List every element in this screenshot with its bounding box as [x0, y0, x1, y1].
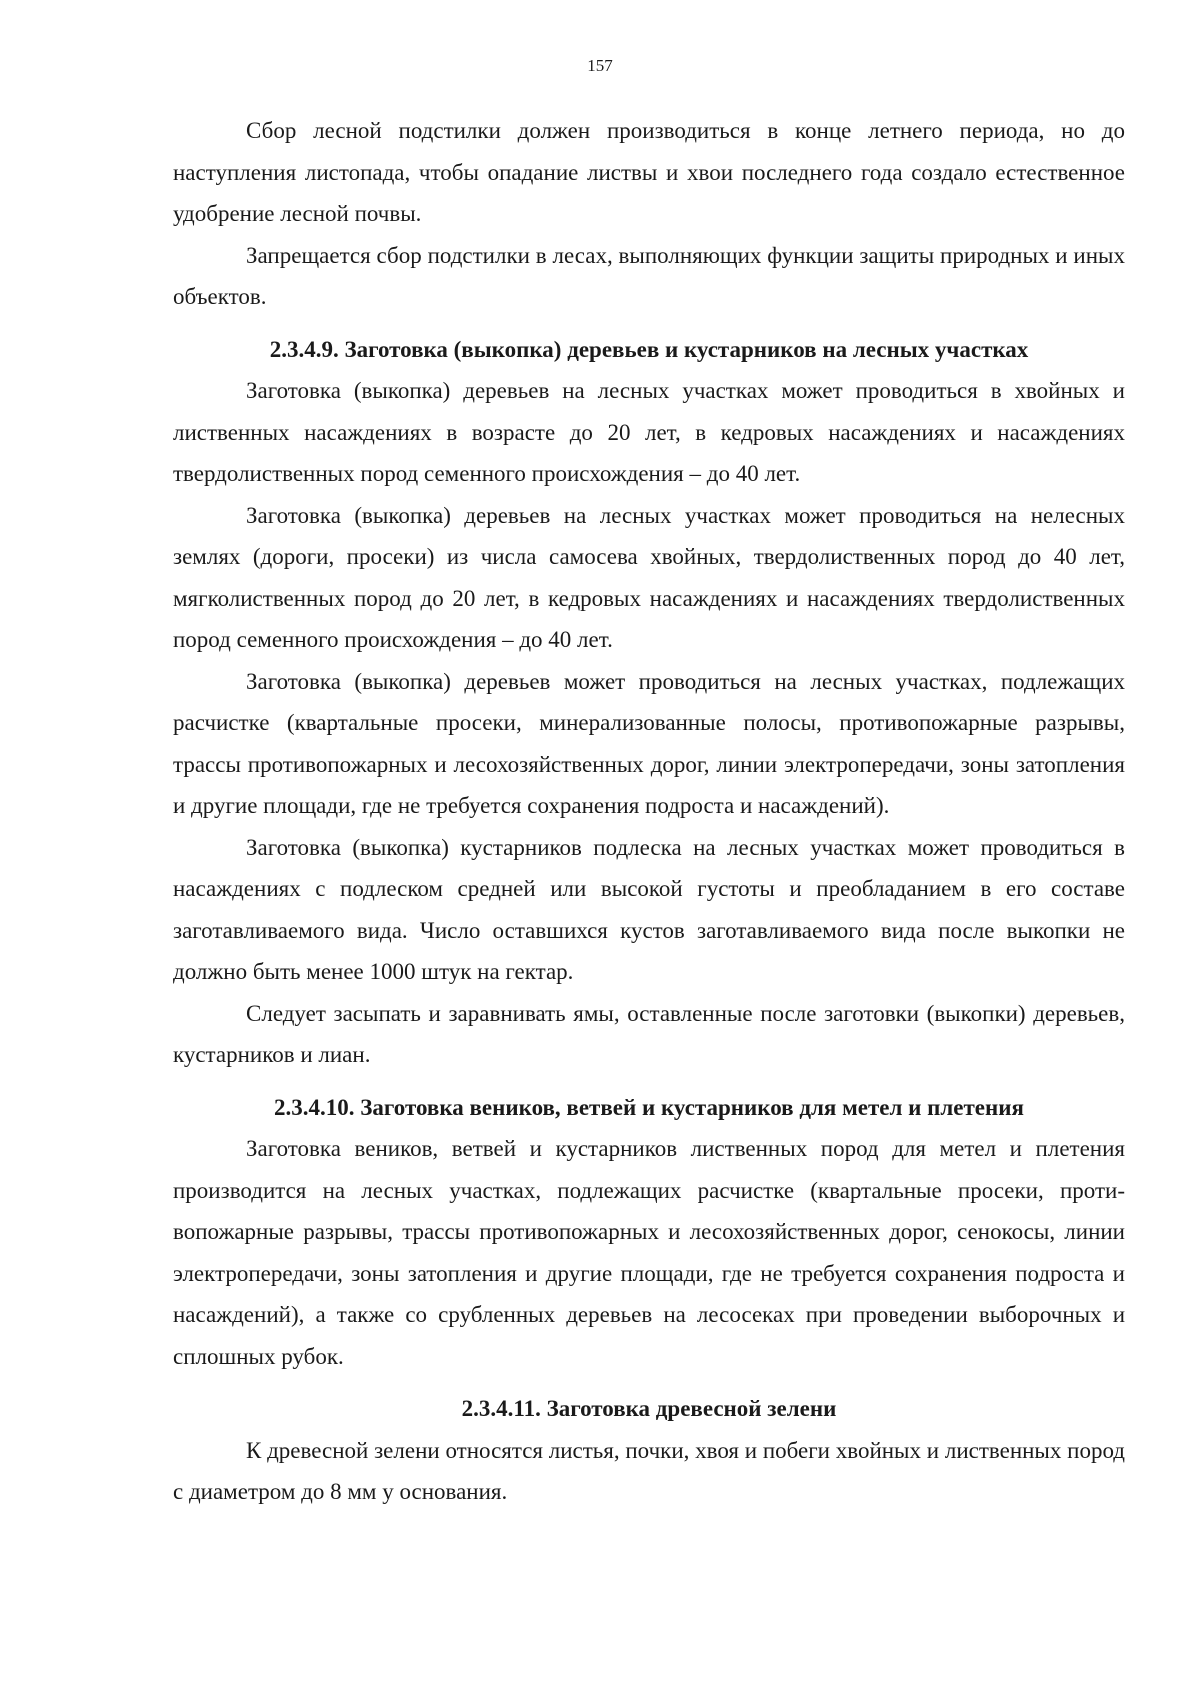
section-heading: 2.3.4.10. Заготовка веников, ветвей и кустарников для метел и плетения [274, 1094, 1024, 1120]
paragraph: Заготовка (выкопка) деревьев на лесных участках может проводиться на нелесных землях (дороги, просеки) из числа самосева хвойных, твердолиственных пород до 40 лет, мягколиственных пород до 20 лет, в кедровых насаждениях и насаждениях твердолиственных пород семенного происхождения – до 40 лет. [173, 502, 1125, 652]
paragraph: Заготовка веников, ветвей и кустарников лиственных пород для метел и плетения производится на лесных участках, подлежащих расчистке (квартальные просеки, противопожарные разрывы, трассы противопожарных и лесохозяйственных дорог, сенокосы, линии электропередачи, зоны затопления и другие площади, где не требуется сохранения подроста и насаждений), а также со срубленных деревьев на лесосеках при проведении выборочных и сплошных рубок. [173, 1136, 1125, 1369]
section-heading: 2.3.4.9. Заготовка (выкопка) деревьев и кустарников на лесных участках [269, 336, 1029, 362]
paragraph: К древесной зелени относятся листья, почки, хвоя и побеги хвойных и лиственных пород с диаметром до 8 мм у основания. [173, 1437, 1125, 1504]
page-content [173, 110, 1125, 1513]
paragraph: Сбор лесной подстилки должен производиться в конце летнего периода, но до наступления листопада, чтобы опадание листвы и хвои последнего года создало естественное удобрение лесной почвы. [173, 118, 1125, 226]
page-number: 157 [587, 56, 613, 75]
paragraph: Заготовка (выкопка) кустарников подлеска на лесных участках может проводиться в насаждениях с подлеском средней или высокой густоты и преобладанием в его составе заготавливаемого вида. Число оставшихся кустов заготавливаемого вида после выкопки не должно быть менее 1000 штук на гектар. [173, 834, 1125, 984]
paragraph: Следует засыпать и заравнивать ямы, оставленные после заготовки (выкопки) деревьев, кустарников и лиан. [173, 1000, 1125, 1067]
paragraph: Заготовка (выкопка) деревьев может проводиться на лесных участках, подлежащих расчистке (квартальные просеки, минерализованные полосы, противопожарные разрывы, трассы противопожарных и лесохозяйственных дорог, линии электропередачи, зоны затопления и другие площади, где не требуется сохранения подроста и насаждений). [173, 668, 1125, 818]
paragraph: Запрещается сбор подстилки в лесах, выполняющих функции защиты природных и иных объектов. [173, 242, 1125, 309]
paragraph: Заготовка (выкопка) деревьев на лесных участках может проводиться в хвойных и лиственных насаждениях в возрасте до 20 лет, в кедровых насаждениях и насаждениях твердолиственных пород семенного происхождения – до 40 лет. [173, 378, 1125, 486]
section-heading: 2.3.4.11. Заготовка древесной зелени [461, 1396, 837, 1421]
